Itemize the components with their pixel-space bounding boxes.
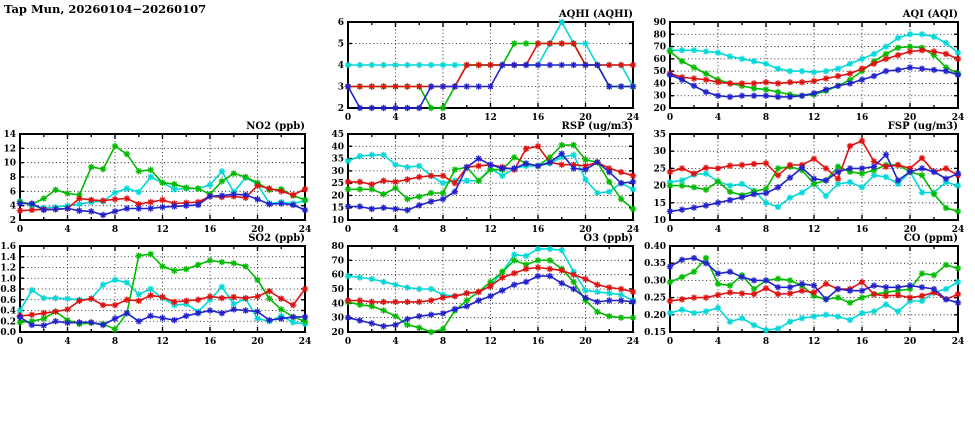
svg-text:0.35: 0.35	[644, 259, 666, 270]
svg-text:16: 16	[203, 337, 217, 347]
svg-text:40: 40	[331, 299, 344, 310]
svg-text:4: 4	[392, 113, 399, 123]
svg-text:24: 24	[626, 113, 640, 123]
svg-text:0.25: 0.25	[644, 293, 666, 304]
svg-text:0.2: 0.2	[0, 317, 16, 328]
svg-text:0.30: 0.30	[644, 276, 666, 287]
svg-text:10: 10	[331, 216, 344, 226]
svg-text:12: 12	[484, 225, 497, 235]
svg-text:16: 16	[855, 113, 869, 123]
svg-text:15: 15	[331, 203, 344, 214]
svg-text:12: 12	[156, 225, 169, 235]
svg-text:0: 0	[666, 113, 674, 123]
svg-text:8: 8	[762, 113, 770, 123]
svg-text:1.0: 1.0	[0, 274, 16, 285]
svg-text:0.15: 0.15	[644, 328, 666, 338]
svg-text:16: 16	[531, 225, 545, 235]
svg-text:16: 16	[203, 225, 217, 235]
svg-text:16: 16	[531, 113, 545, 123]
svg-text:14: 14	[3, 130, 16, 140]
svg-text:30: 30	[653, 91, 666, 102]
svg-text:4: 4	[714, 113, 722, 123]
svg-text:8: 8	[439, 225, 447, 235]
svg-text:35: 35	[653, 130, 666, 140]
chart-rsp	[331, 130, 639, 235]
svg-text:0.4: 0.4	[0, 306, 16, 317]
svg-text:30: 30	[331, 313, 344, 324]
svg-text:0: 0	[344, 113, 352, 123]
svg-text:20: 20	[903, 113, 917, 123]
svg-text:4: 4	[64, 337, 71, 347]
svg-text:70: 70	[331, 256, 344, 267]
chart-co-title: CO (ppm)	[903, 233, 958, 244]
svg-text:1.4: 1.4	[0, 252, 16, 263]
svg-text:8: 8	[111, 225, 119, 235]
svg-text:0: 0	[16, 225, 24, 235]
svg-text:1.2: 1.2	[0, 263, 16, 274]
svg-text:6: 6	[337, 18, 344, 28]
svg-text:45: 45	[331, 130, 344, 140]
svg-text:4: 4	[9, 201, 16, 212]
svg-text:12: 12	[484, 337, 497, 347]
svg-text:8: 8	[111, 337, 119, 347]
svg-text:12: 12	[3, 144, 16, 155]
chart-aqhi	[338, 18, 640, 123]
svg-text:15: 15	[653, 198, 666, 209]
svg-text:2: 2	[9, 216, 16, 226]
svg-text:20: 20	[331, 328, 344, 338]
svg-text:24: 24	[951, 113, 965, 123]
svg-text:25: 25	[653, 164, 666, 175]
svg-text:16: 16	[855, 225, 869, 235]
svg-text:0.6: 0.6	[0, 295, 16, 306]
chart-no2	[3, 130, 311, 235]
page-title: Tap Mun, 20260104−20260107	[4, 2, 207, 16]
svg-text:20: 20	[251, 225, 264, 235]
svg-text:4: 4	[714, 337, 722, 347]
svg-text:24: 24	[951, 337, 965, 347]
chart-aqi-title: AQI (AQI)	[902, 9, 958, 20]
svg-text:20: 20	[653, 104, 666, 114]
svg-text:24: 24	[951, 225, 965, 235]
chart-rsp-title: RSP (ug/m3)	[561, 121, 633, 132]
svg-text:40: 40	[331, 142, 344, 153]
chart-co	[644, 242, 964, 347]
svg-text:20: 20	[579, 113, 592, 123]
svg-text:8: 8	[9, 173, 16, 183]
chart-fsp	[653, 130, 964, 235]
svg-text:50: 50	[331, 285, 344, 295]
svg-text:8: 8	[439, 337, 447, 347]
svg-text:4: 4	[392, 225, 399, 235]
svg-text:0.0: 0.0	[0, 328, 16, 338]
chart-so2	[0, 242, 311, 347]
svg-text:0: 0	[344, 337, 352, 347]
svg-text:16: 16	[531, 337, 545, 347]
svg-text:20: 20	[579, 337, 592, 347]
svg-text:16: 16	[855, 337, 869, 347]
svg-text:24: 24	[298, 225, 312, 235]
svg-text:35: 35	[331, 154, 344, 165]
chart-aqhi-title: AQHI (AQHI)	[558, 9, 633, 20]
svg-text:20: 20	[251, 337, 264, 347]
svg-text:4: 4	[64, 225, 71, 235]
svg-text:6: 6	[9, 187, 16, 198]
svg-text:12: 12	[807, 225, 821, 235]
svg-text:0: 0	[666, 337, 674, 347]
svg-text:4: 4	[337, 61, 344, 71]
svg-text:0.40: 0.40	[644, 242, 666, 252]
svg-text:60: 60	[331, 270, 344, 281]
svg-text:20: 20	[579, 225, 592, 235]
svg-text:5: 5	[337, 39, 344, 50]
svg-text:0: 0	[16, 337, 24, 347]
svg-text:20: 20	[903, 225, 917, 235]
svg-text:50: 50	[653, 67, 666, 78]
chart-fsp-title: FSP (ug/m3)	[887, 121, 958, 132]
svg-text:8: 8	[762, 225, 770, 235]
svg-text:12: 12	[484, 113, 497, 123]
svg-text:10: 10	[653, 216, 666, 226]
svg-text:0: 0	[344, 225, 352, 235]
chart-no2-title: NO2 (ppb)	[246, 121, 305, 132]
svg-text:3: 3	[337, 82, 344, 93]
svg-text:20: 20	[903, 337, 917, 347]
svg-text:12: 12	[807, 337, 821, 347]
svg-text:8: 8	[439, 113, 447, 123]
svg-text:40: 40	[653, 79, 666, 90]
svg-text:4: 4	[392, 337, 399, 347]
svg-text:1.6: 1.6	[0, 242, 16, 252]
svg-text:80: 80	[331, 242, 344, 252]
svg-text:8: 8	[762, 337, 770, 347]
svg-text:24: 24	[626, 337, 640, 347]
svg-text:70: 70	[653, 42, 666, 53]
svg-text:90: 90	[653, 18, 666, 28]
svg-text:0: 0	[666, 225, 674, 235]
svg-text:10: 10	[3, 158, 16, 169]
svg-text:30: 30	[331, 166, 344, 177]
svg-text:12: 12	[156, 337, 169, 347]
svg-text:0.20: 0.20	[644, 310, 666, 321]
chart-aqi	[653, 18, 964, 123]
svg-text:24: 24	[626, 225, 640, 235]
svg-text:2: 2	[337, 104, 344, 114]
svg-text:30: 30	[653, 147, 666, 158]
series-cyan	[348, 249, 633, 301]
chart-o3	[331, 242, 639, 347]
svg-text:60: 60	[653, 54, 666, 65]
svg-text:25: 25	[331, 179, 344, 190]
svg-text:4: 4	[714, 225, 722, 235]
svg-text:12: 12	[807, 113, 821, 123]
svg-text:0.8: 0.8	[0, 285, 16, 295]
svg-text:20: 20	[331, 191, 344, 202]
svg-text:80: 80	[653, 30, 666, 41]
svg-text:24: 24	[298, 337, 312, 347]
chart-so2-title: SO2 (ppb)	[248, 233, 305, 244]
chart-o3-title: O3 (ppb)	[583, 233, 633, 244]
svg-text:20: 20	[653, 181, 666, 192]
